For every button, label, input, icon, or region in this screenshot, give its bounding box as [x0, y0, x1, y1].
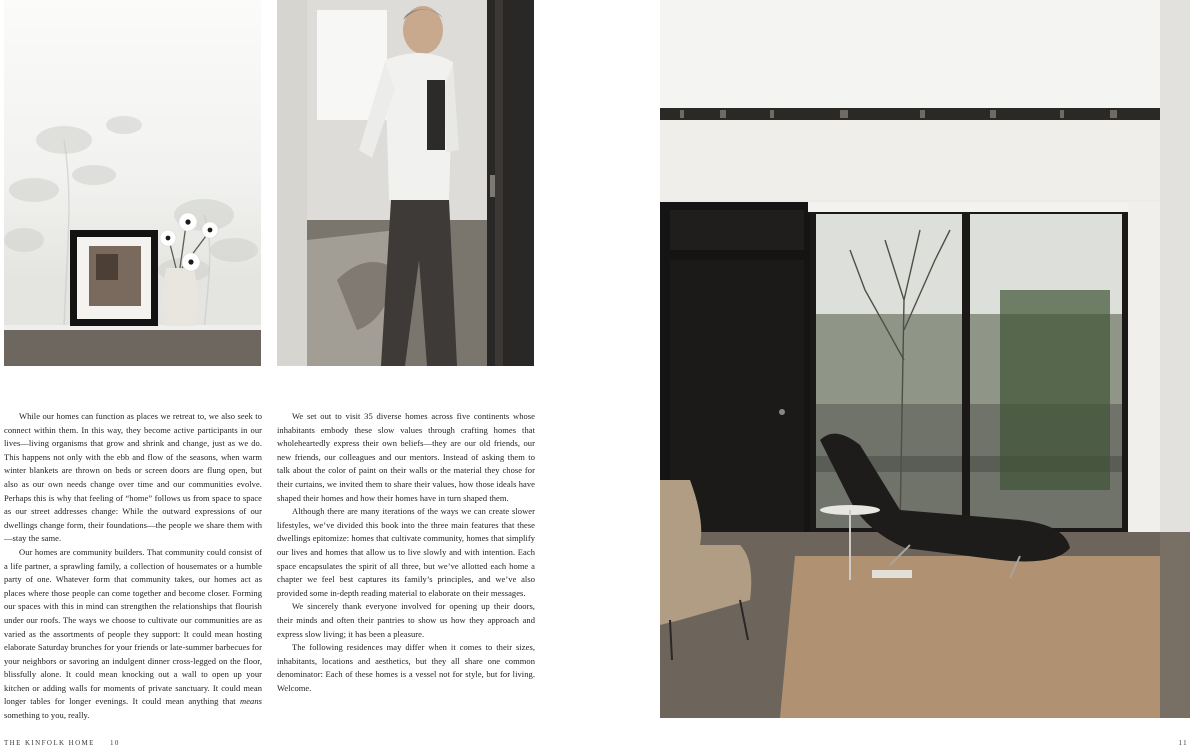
- page-number: 11: [1178, 739, 1188, 747]
- running-title: THE KINFOLK HOME: [4, 739, 95, 747]
- page-number: 10: [110, 739, 120, 747]
- man-walking-photo: [277, 0, 534, 366]
- paragraph: We set out to visit 35 diverse homes across five continents whose inhabitants embody these slow values through crafting homes that wholeheartedly express their own beliefs—they are our old friends, our new friends, our colleagues and our mentors. Instead of asking them to talk about the color of paint on their walls or the material they chose for their curtains, we invited them to share their values, how those ideals have shaped their homes and how their homes have in turn shaped them.: [277, 411, 535, 503]
- body-text-column-right: [277, 410, 535, 695]
- living-room-photo: [660, 0, 1190, 718]
- folio-right: [1178, 739, 1188, 747]
- paragraph: Although there are many iterations of the ways we can create slower lifestyles, we’ve divided this book into the three main features that these dwellings epitomize: homes that cultivate community, homes that simplify our lives and homes that allow us to live slowly and with intention. Each space encapsulates the spirit of all three, but we’ve allotted each home a chapter we feel best captures its family’s principles, and we’ve also provided some in-depth reading material to elaborate on their messages.: [277, 506, 535, 598]
- paragraph: While our homes can function as places we retreat to, we also seek to connect within them. In this way, they become active participants in our lives—living organisms that grow and shrink and change, just as we do. This happens not only with the ebb and flow of the seasons, when warm winter blankets are thrown on beds or screen doors are flung open, but also as our own needs change over time and our communities evolve. Perhaps this is why that feeling of “home” follows us from space to space as our street addresses change: While the outward expressions of our dwellings change form, their foundations—the people we share them with—stay the same.: [4, 411, 262, 544]
- folio-left: [4, 739, 120, 747]
- paragraph: The following residences may differ when it comes to their sizes, inhabitants, locations and aesthetics, but they all share one common denominator: Each of these homes is a vessel not for style, but for living. Welcome.: [277, 642, 535, 693]
- still-life-photo: [4, 0, 261, 366]
- paragraph: We sincerely thank everyone involved for opening up their doors, their minds and often their pantries to show us how they approach and express slow living; it has been a pleasure.: [277, 601, 535, 639]
- body-text-column-left: [4, 410, 262, 723]
- paragraph: Our homes are community builders. That community could consist of a life partner, a sprawling family, a collection of housemates or a humble party of one. Whatever form that community takes, our homes act as places where those people can come together and become closer. Forming our spaces with this in mind can strengthen the relationships that flourish under our roofs. The ways we choose to cultivate our communities are as varied as the assortments of people they support: It could mean hosting elaborate Saturday brunches for your friends or late-summer barbecues for your neighbors or savoring an indulgent dinner cross-legged on the floor, blissfully alone. It could mean knocking out a wall to open up your kitchen or adding walls for moments of private sanctuary. It could mean longer tables for longer evenings. It could mean anything that means something to you, really.: [4, 546, 262, 721]
